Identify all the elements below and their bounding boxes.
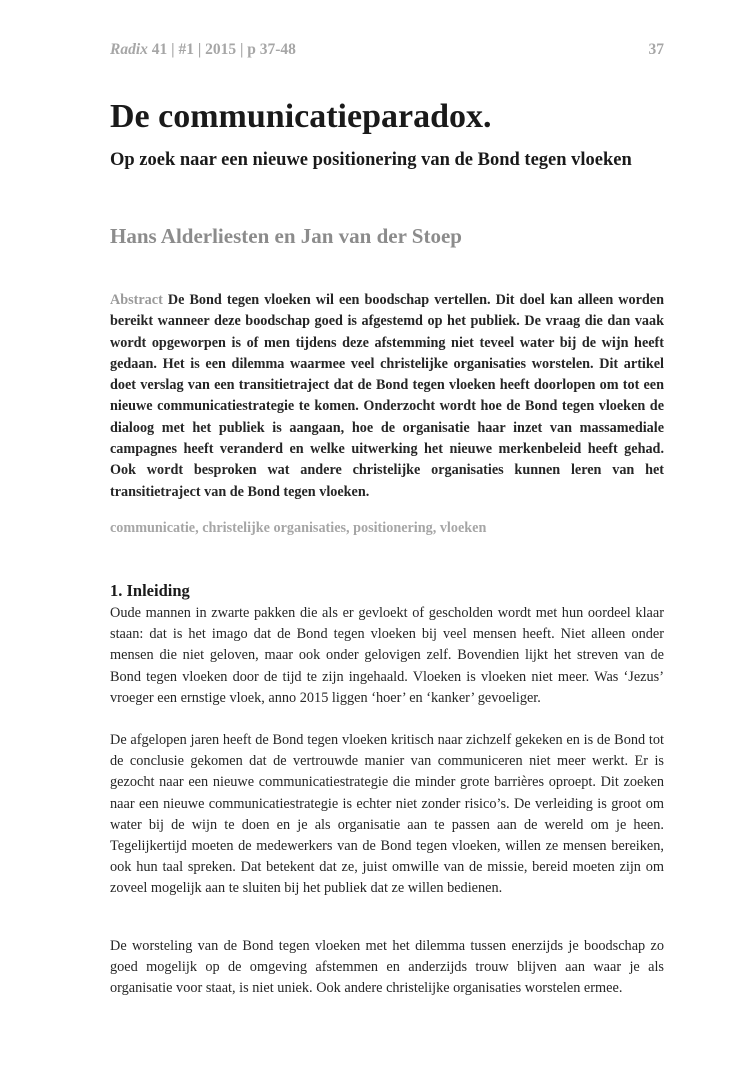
abstract-label: Abstract: [110, 292, 163, 308]
abstract-text: De Bond tegen vloeken wil een boodschap vertellen. Dit doel kan alleen worden bereikt wanneer deze boodschap goed is afgestemd op het publiek. De vraag die dan vaak wordt opgeworpen is of men tijdens deze afstemming niet teveel water bij de wijn heeft gedaan. Het is een dilemma waarmee veel christelijke organisaties worstelen. Dit artikel doet verslag van een transitietraject dat de Bond tegen vloeken heeft doorlopen om tot een nieuwe communicatiestrategie te komen. Onderzocht wordt hoe de Bond tegen vloeken de dialoog met het publiek is aangaan, hoe de organisatie haar inzet van massamediale campagnes heeft veranderd en welke uitwerking het nieuwe merkenbeleid heeft gehad. Ook wordt besproken wat andere christelijke organisaties kunnen leren van het transitietraject van de Bond tegen vloeken.: [110, 292, 664, 500]
abstract: [110, 290, 664, 503]
body-paragraph-1: Oude mannen in zwarte pakken die als er gevloekt of gescholden wordt met hun oordeel klaar staan: dat is het imago dat de Bond tegen vloeken bij veel mensen heeft. Niet alleen onder mensen die niet geloven, maar ook onder gelovigen zelf. Bovendien lijkt het streven van de Bond tegen vloeken door de tijd te zijn ingehaald. Vloeken is vloeken niet meer. Was ‘Jezus’ vroeger een ernstige vloek, anno 2015 liggen ‘hoer’ en ‘kanker’ gevoeliger.: [110, 605, 664, 706]
body-paragraph-3: De worsteling van de Bond tegen vloeken met het dilemma tussen enerzijds je boodschap zo goed mogelijk op de omgeving afstemmen en anderzijds trouw blijven aan waar je als organisatie voor staat, is niet uniek. Ook andere christelijke organisaties worstelen ermee.: [110, 938, 664, 997]
article-title: De communicatieparadox.: [110, 98, 492, 135]
body-paragraph-2: De afgelopen jaren heeft de Bond tegen vloeken kritisch naar zichzelf gekeken en is de Bond tot de conclusie gekomen dat de vertrouwde manier van communiceren niet meer werkt. Er is gezocht naar een nieuwe communicatiestrategie die minder grote barrières oproept. Dit zoeken naar een nieuwe communicatiestrategie is echter niet zonder risico’s. De verleiding is groot om water bij de wijn te doen en je als organisatie aan te passen aan de wereld om je heen. Tegelijkertijd moeten de medewerkers van de Bond tegen vloeken, willen ze mensen bereiken, ook hun taal spreken. Dat betekent dat ze, juist omwille van de missie, bereid moeten zijn om zoveel mogelijk aan te sluiten bij het publiek dat ze willen bedienen.: [110, 732, 664, 897]
issue-info: 41 | #1 | 2015 | p 37-48: [151, 41, 296, 58]
running-header: [110, 41, 664, 61]
article-subtitle: Op zoek naar een nieuwe positionering van de Bond tegen vloeken: [110, 150, 632, 170]
page-number: 37: [648, 41, 664, 58]
keywords: communicatie, christelijke organisaties, positionering, vloeken: [110, 520, 487, 536]
running-header-citation: [110, 41, 296, 59]
article-authors: Hans Alderliesten en Jan van der Stoep: [110, 224, 462, 248]
journal-name: Radix: [110, 41, 148, 58]
section-heading: 1. Inleiding: [110, 581, 190, 600]
